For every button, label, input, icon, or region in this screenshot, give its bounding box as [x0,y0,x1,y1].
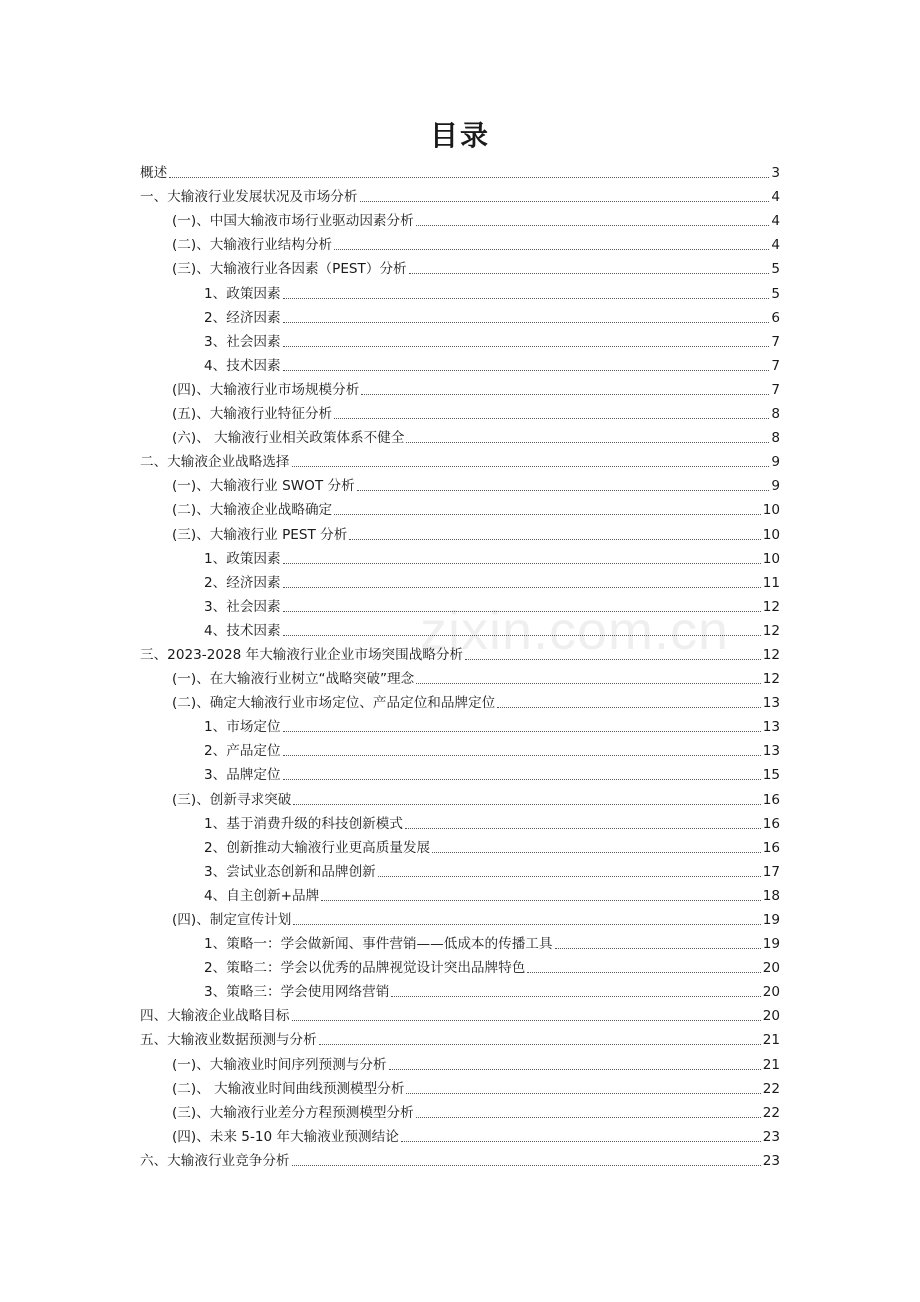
toc-leader-dots [283,370,770,371]
toc-entry-label: 4、技术因素 [204,622,281,639]
toc-entry-page: 17 [762,863,780,880]
toc-leader-dots [334,514,761,515]
toc-leader-dots [349,539,760,540]
toc-entry[interactable] [140,760,780,784]
toc-entry-label: 3、策略三：学会使用网络营销 [204,984,390,1001]
toc-entry-page: 22 [762,1104,780,1121]
toc-entry-page: 20 [762,960,780,977]
toc-entry-page: 12 [762,646,780,663]
toc-leader-dots [334,249,769,250]
toc-entry-label: 4、技术因素 [204,357,281,374]
toc-entry-label: (四)、未来 5-10 年大输液业预测结论 [172,1128,399,1145]
toc-entry-label: (三)、大输液行业各因素（PEST）分析 [172,261,407,278]
toc-entry-label: 4、自主创新+品牌 [204,887,320,904]
toc-entry-page: 10 [762,502,780,519]
toc-entry[interactable] [140,1146,780,1170]
toc-entry[interactable] [140,182,780,206]
toc-leader-dots [527,972,760,973]
toc-entry[interactable] [140,809,780,833]
toc-entry-page: 21 [762,1032,780,1049]
toc-entry-label: (二)、 大输液业时间曲线预测模型分析 [172,1080,405,1097]
toc-entry[interactable] [140,568,780,592]
toc-entry-page: 16 [762,815,780,832]
toc-entry[interactable] [140,254,780,278]
toc-entry-page: 12 [762,598,780,615]
toc-leader-dots [283,563,761,564]
toc-leader-dots [416,225,770,226]
toc-entry-page: 4 [771,213,780,230]
toc-entry-page: 7 [771,357,780,374]
toc-entry-label: 3、社会因素 [204,598,281,615]
toc-entry[interactable] [140,1074,780,1098]
toc-entry[interactable] [140,833,780,857]
toc-entry[interactable] [140,206,780,230]
toc-entry[interactable] [140,519,780,543]
toc-leader-dots [283,298,770,299]
toc-entry-label: 1、策略一：学会做新闻、事件营销——低成本的传播工具 [204,936,553,953]
toc-entry-page: 5 [771,285,780,302]
toc-entry[interactable] [140,953,780,977]
watermark: zixin.com.cn [420,601,730,661]
toc-entry-page: 10 [762,526,780,543]
toc-entry-page: 5 [771,261,780,278]
toc-entry-label: 2、产品定位 [204,743,281,760]
toc-entry-label: 四、大输液企业战略目标 [140,1008,290,1025]
toc-entry-page: 16 [762,791,780,808]
toc-entry-label: (一)、大输液行业 SWOT 分析 [172,478,355,495]
toc-entry-page: 20 [762,984,780,1001]
toc-entry-label: 概述 [140,165,168,182]
toc-leader-dots [497,707,760,708]
toc-entry[interactable] [140,592,780,616]
toc-entry-label: 3、品牌定位 [204,767,281,784]
toc-leader-dots [283,779,761,780]
toc-entry-label: (二)、大输液行业结构分析 [172,237,333,254]
toc-entry[interactable] [140,495,780,519]
toc-entry-label: 2、创新推动大输液行业更高质量发展 [204,839,431,856]
toc-entry-label: 1、基于消费升级的科技创新模式 [204,815,403,832]
toc-entry-page: 19 [762,912,780,928]
toc-leader-dots [357,490,770,491]
toc-entry[interactable] [140,977,780,1001]
toc-leader-dots [389,1069,761,1070]
toc-leader-dots [378,876,761,877]
toc-entry-page: 9 [771,478,780,495]
toc-entry-label: (四)、大输液行业市场规模分析 [172,381,360,398]
toc-entry[interactable] [140,640,780,664]
toc-entry[interactable] [140,1001,780,1025]
toc-entry-page: 7 [771,333,780,350]
toc-leader-dots [169,177,769,178]
toc-leader-dots [283,587,761,588]
toc-entry-label: 六、大输液行业竞争分析 [140,1152,290,1169]
toc-leader-dots [283,635,761,636]
toc-leader-dots [432,852,761,853]
toc-leader-dots [283,611,761,612]
toc-entry[interactable] [140,278,780,302]
toc-leader-dots [319,1044,761,1045]
toc-entry-page: 4 [771,189,780,206]
toc-leader-dots [283,731,761,732]
toc-entry[interactable] [140,471,780,495]
toc-entry[interactable] [140,1098,780,1122]
toc-entry-page: 9 [771,454,780,471]
toc-entry[interactable] [140,447,780,471]
toc-entry-label: (一)、在大输液行业树立“战略突破”理念 [172,671,415,688]
toc-leader-dots [406,1093,760,1094]
toc-entry-label: 2、经济因素 [204,574,281,591]
toc-entry-label: (三)、大输液行业 PEST 分析 [172,526,348,543]
toc-leader-dots [409,273,770,274]
toc-entry-page: 10 [762,550,780,567]
toc-entry-label: (一)、大输液业时间序列预测与分析 [172,1056,387,1073]
toc-entry-label: 3、社会因素 [204,333,281,350]
toc-entry-page: 20 [762,1008,780,1025]
toc-leader-dots [293,804,760,805]
toc-entry-page: 22 [762,1080,780,1097]
toc-entry-label: (二)、确定大输液行业市场定位、产品定位和品牌定位 [172,695,496,712]
toc-entry-page: 21 [762,1056,780,1073]
toc-entry-label: (五)、大输液行业特征分析 [172,406,333,423]
toc-leader-dots [360,201,770,202]
toc-entry-label: 三、2023-2028 年大输液行业企业市场突围战略分析 [140,646,464,663]
toc-leader-dots [283,346,770,347]
toc-entry-label: (三)、创新寻求突破 [172,791,292,808]
toc-entry-page: 19 [762,936,780,953]
toc-entry-page: 11 [762,574,780,591]
toc-entry-label: (三)、大输液行业差分方程预测模型分析 [172,1104,414,1121]
table-of-contents [140,158,780,1170]
toc-entry[interactable] [140,230,780,254]
toc-entry[interactable] [140,736,780,760]
toc-entry[interactable] [140,712,780,736]
toc-entry-label: 2、策略二：学会以优秀的品牌视觉设计突出品牌特色 [204,960,526,977]
toc-leader-dots [465,659,761,660]
toc-entry-label: (四)、制定宣传计划 [172,912,292,928]
toc-leader-dots [283,755,761,756]
toc-entry-page: 23 [762,1128,780,1145]
toc-leader-dots [401,1141,761,1142]
toc-entry-page: 16 [762,839,780,856]
toc-entry[interactable] [140,399,780,423]
toc-leader-dots [361,394,769,395]
toc-leader-dots [405,828,761,829]
toc-entry[interactable] [140,327,780,351]
toc-entry[interactable] [140,158,780,182]
toc-entry-label: 2、经济因素 [204,309,281,326]
toc-entry[interactable] [140,303,780,327]
toc-entry-page: 12 [762,622,780,639]
toc-entry-label: 五、大输液业数据预测与分析 [140,1032,317,1049]
toc-entry-page: 18 [762,887,780,904]
toc-entry[interactable] [140,1049,780,1073]
toc-entry[interactable] [140,929,780,953]
toc-entry-label: 1、政策因素 [204,550,281,567]
toc-entry[interactable] [140,784,780,808]
toc-entry-label: 3、尝试业态创新和品牌创新 [204,863,376,880]
toc-entry-page: 3 [771,165,780,182]
toc-entry-label: 1、市场定位 [204,719,281,736]
toc-leader-dots [555,948,761,949]
toc-entry-label: 1、政策因素 [204,285,281,302]
toc-leader-dots [391,996,760,997]
toc-title: 目录 [429,119,490,152]
toc-leader-dots [416,683,760,684]
toc-entry[interactable] [140,857,780,881]
toc-leader-dots [416,1117,761,1118]
toc-entry-page: 8 [771,406,780,423]
toc-entry[interactable] [140,881,780,905]
toc-entry-label: 一、大输液行业发展状况及市场分析 [140,189,358,206]
toc-leader-dots [334,418,769,419]
toc-leader-dots [292,1020,761,1021]
toc-entry[interactable] [140,423,780,447]
toc-entry[interactable] [140,375,780,399]
toc-leader-dots [406,442,769,443]
toc-entry-label: (六)、 大输液行业相关政策体系不健全 [172,430,405,447]
toc-entry[interactable] [140,1122,780,1146]
toc-entry[interactable] [140,351,780,375]
toc-leader-dots [292,466,770,467]
toc-entry[interactable] [140,616,780,640]
toc-entry-page: 6 [771,309,780,326]
toc-entry-page: 13 [762,743,780,760]
toc-entry-page: 12 [762,671,780,688]
toc-entry-label: 二、大输液企业战略选择 [140,454,290,471]
toc-entry-page: 7 [771,381,780,398]
toc-entry-page: 23 [762,1152,780,1169]
toc-entry[interactable] [140,688,780,712]
toc-entry-label: (一)、中国大输液市场行业驱动因素分析 [172,213,414,230]
toc-entry-page: 4 [771,237,780,254]
toc-entry-label: (二)、大输液企业战略确定 [172,502,333,519]
toc-leader-dots [293,924,760,925]
toc-leader-dots [283,322,770,323]
toc-leader-dots [292,1165,761,1166]
toc-entry-page: 13 [762,719,780,736]
toc-entry[interactable] [140,544,780,568]
toc-entry-page: 15 [762,767,780,784]
toc-leader-dots [321,900,760,901]
toc-entry[interactable] [140,905,780,929]
toc-entry[interactable] [140,664,780,688]
toc-entry-page: 13 [762,695,780,712]
toc-entry-page: 8 [771,430,780,447]
toc-entry[interactable] [140,1025,780,1049]
